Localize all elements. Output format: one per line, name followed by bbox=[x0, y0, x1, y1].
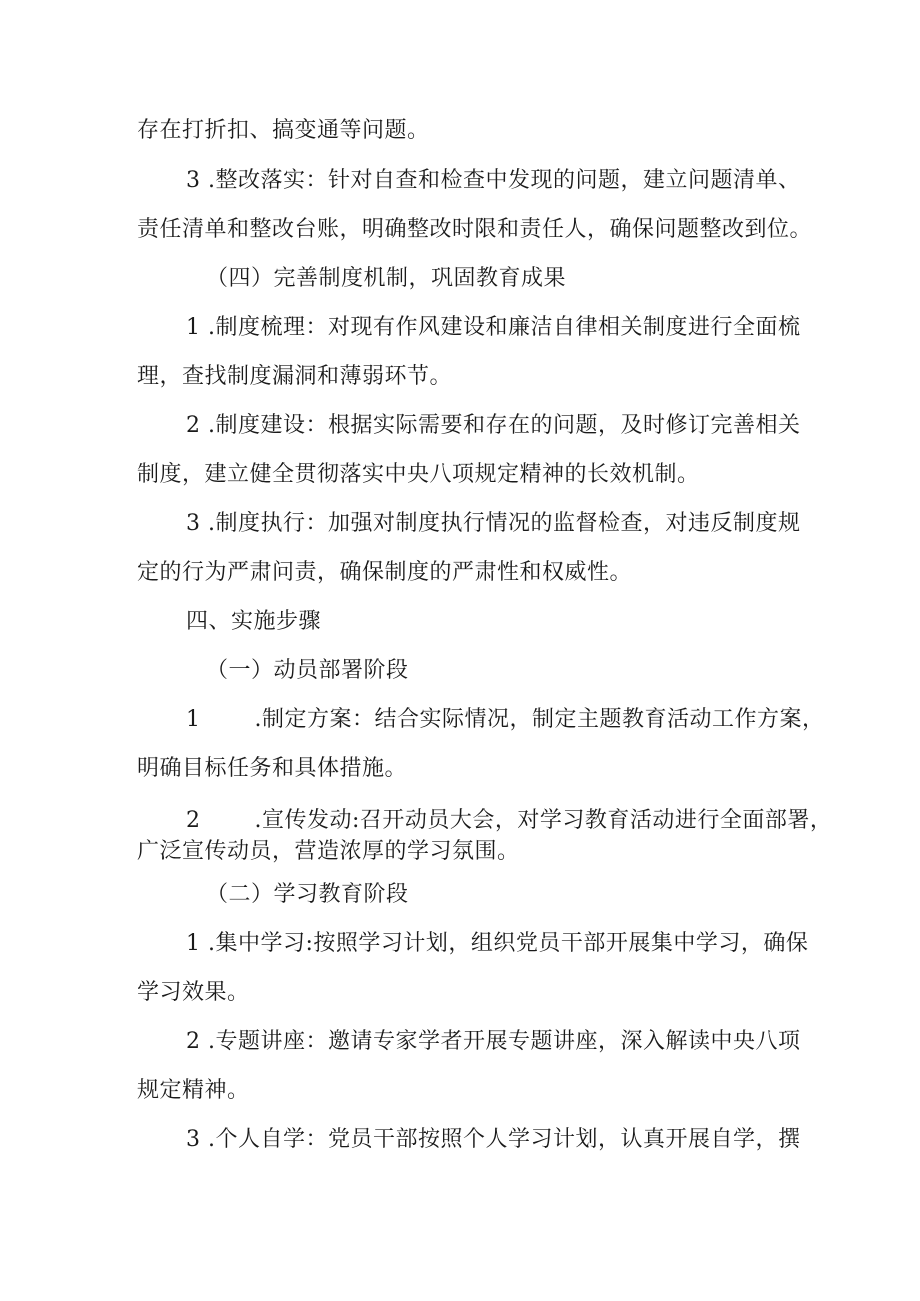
list-item-rectification-line-2: 责任清单和整改台账，明确整改时限和责任人，确保问题整改到位。 bbox=[137, 217, 813, 242]
list-item-publicity-line-1 bbox=[186, 806, 832, 836]
list-item-group-study-line-1: 1 .集中学习:按照学习计划，组织党员干部开展集中学习，确保 bbox=[186, 931, 809, 956]
list-number: 2 bbox=[186, 808, 201, 833]
list-text: .宣传发动:召开动员大会，对学习教育活动进行全面部署， bbox=[254, 808, 833, 833]
list-item-system-review-line-1: 1 .制度梳理：对现有作风建设和廉洁自律相关制度进行全面梳 bbox=[186, 315, 801, 340]
list-item-system-execution-line-1: 3 .制度执行：加强对制度执行情况的监督检查，对违反制度规 bbox=[186, 511, 801, 536]
chapter-heading-implementation: 四、实施步骤 bbox=[186, 609, 322, 634]
section-heading-mobilization: （一）动员部署阶段 bbox=[206, 658, 409, 683]
paragraph-line: 存在打折扣、搞变通等问题。 bbox=[137, 118, 430, 143]
list-item-lecture-line-2: 规定精神。 bbox=[137, 1078, 250, 1103]
list-item-plan-line-2: 明确目标任务和具体措施。 bbox=[137, 756, 408, 781]
list-item-publicity-line-2: 广泛宣传动员，营造浓厚的学习氛围。 bbox=[137, 839, 520, 864]
list-item-group-study-line-2: 学习效果。 bbox=[137, 980, 250, 1005]
list-item-system-review-line-2: 理，查找制度漏洞和薄弱环节。 bbox=[137, 364, 453, 389]
list-text: .制定方案：结合实际情况，制定主题教育活动工作方案， bbox=[254, 707, 825, 732]
list-number: 1 bbox=[186, 707, 201, 732]
list-item-self-study-line-1: 3 .个人自学：党员干部按照个人学习计划，认真开展自学，撰 bbox=[186, 1127, 801, 1152]
section-heading-four: （四）完善制度机制，巩固教育成果 bbox=[206, 266, 567, 291]
list-item-plan-line-1 bbox=[186, 705, 825, 735]
list-item-rectification-line-1: 3 .整改落实：针对自查和检查中发现的问题，建立问题清单、 bbox=[186, 168, 801, 193]
list-item-system-building-line-2: 制度，建立健全贯彻落实中央八项规定精神的长效机制。 bbox=[137, 462, 700, 487]
list-item-lecture-line-1: 2 .专题讲座：邀请专家学者开展专题讲座，深入解读中央八项 bbox=[186, 1029, 801, 1054]
list-item-system-building-line-1: 2 .制度建设：根据实际需要和存在的问题，及时修订完善相关 bbox=[186, 413, 801, 438]
section-heading-study: （二）学习教育阶段 bbox=[206, 882, 409, 907]
list-item-system-execution-line-2: 定的行为严肃问责，确保制度的严肃性和权威性。 bbox=[137, 560, 633, 585]
